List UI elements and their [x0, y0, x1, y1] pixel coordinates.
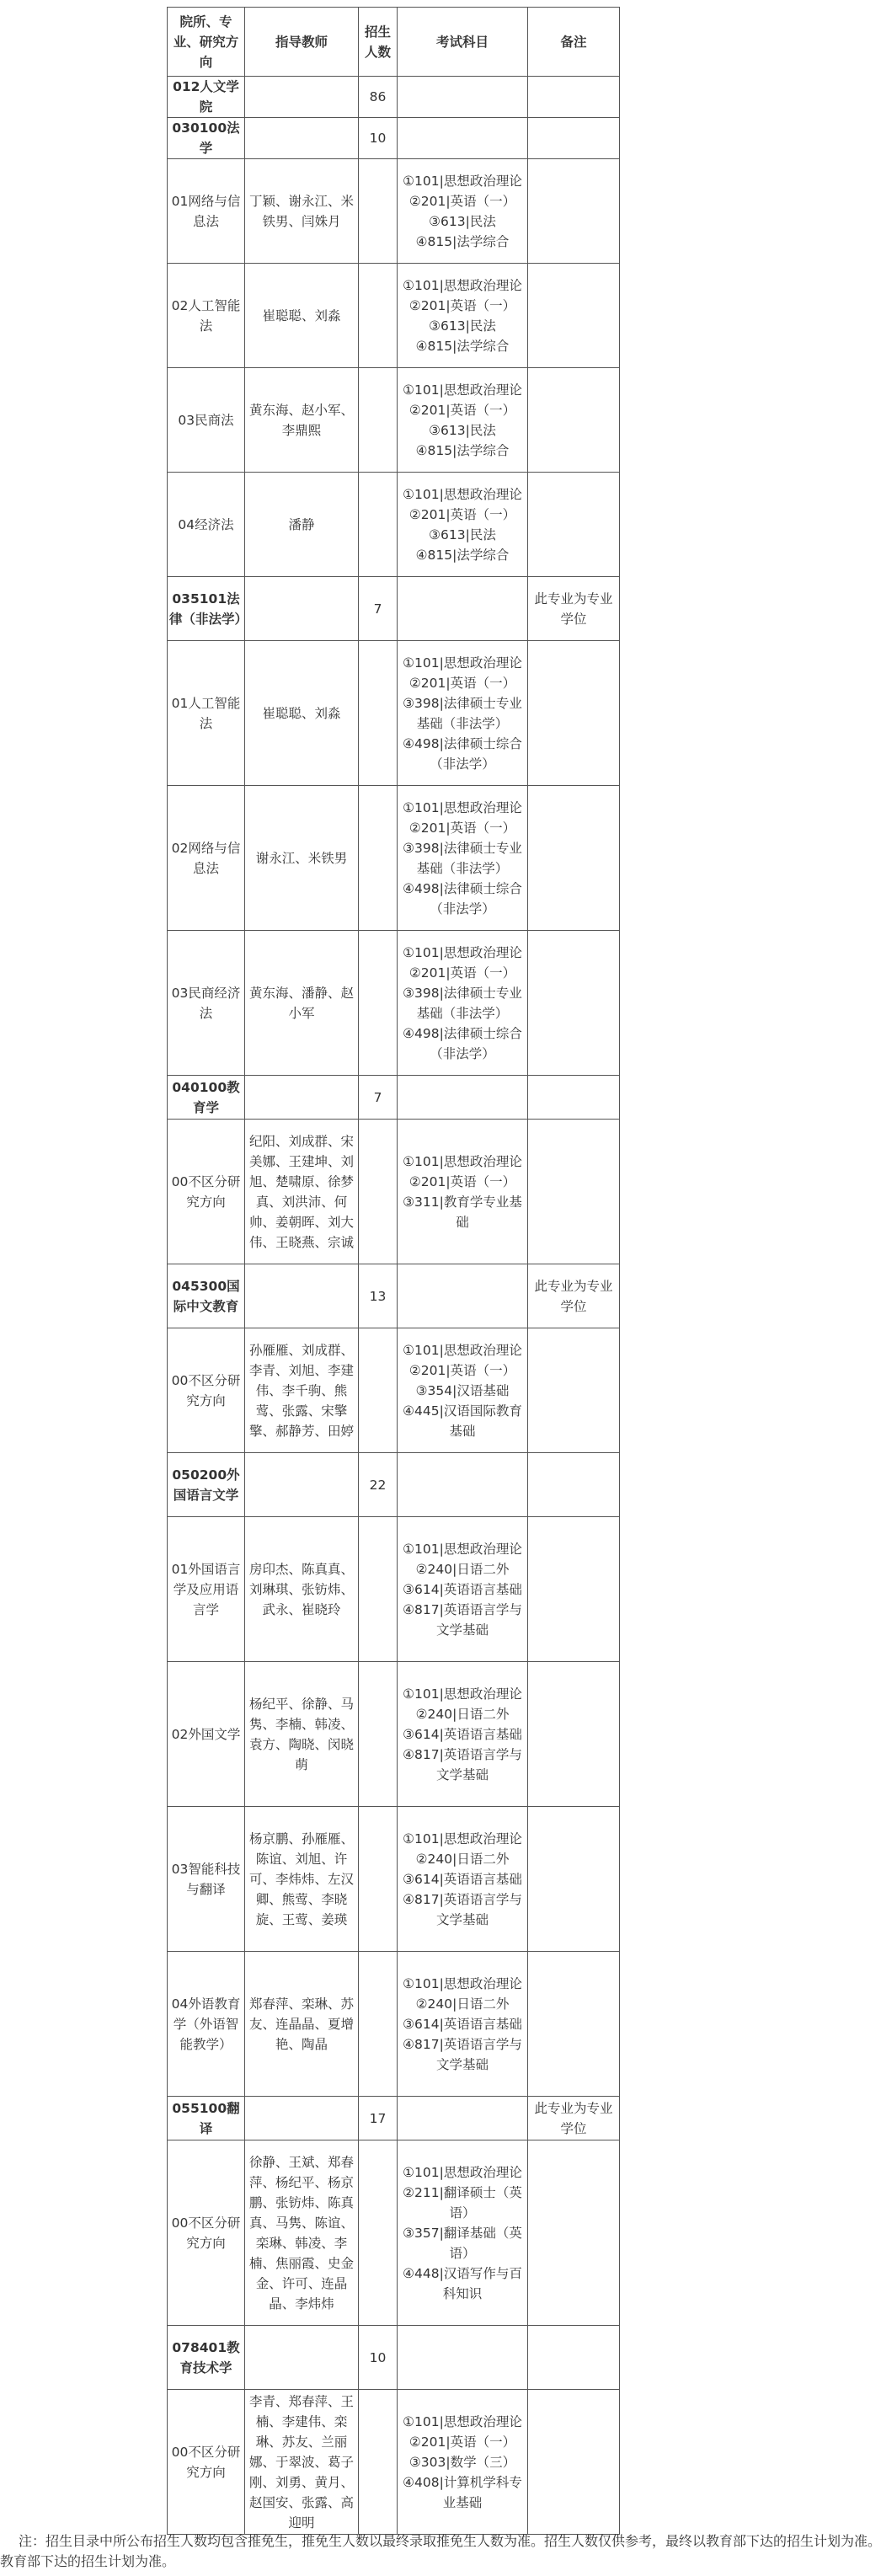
subjects-cell [398, 2390, 528, 2535]
exam-subject: ②201|英语（一） [408, 2434, 516, 2450]
exam-subject: ①101|思想政治理论 [403, 382, 522, 398]
exam-subject: ②201|英语（一） [408, 1362, 516, 1378]
exam-subject: ④445|汉语国际教育基础 [403, 1403, 522, 1439]
major-row [168, 1264, 620, 1328]
exam-subject: ①101|思想政治理论 [403, 1342, 522, 1358]
count-cell: 13 [359, 1264, 398, 1328]
teachers-cell [245, 2326, 359, 2390]
subjects-cell [398, 118, 528, 159]
exam-subject: ④815|法学综合 [415, 233, 510, 249]
major-row [168, 1076, 620, 1120]
header-count: 招生人数 [359, 8, 398, 77]
count-cell: 86 [359, 77, 398, 118]
exam-subject: ④498|法律硕士综合（非法学） [403, 1025, 522, 1061]
exam-subject: ①101|思想政治理论 [403, 1975, 522, 1991]
teachers-cell [245, 118, 359, 159]
teachers-cell [245, 1453, 359, 1517]
direction-row [168, 2390, 620, 2535]
teachers-cell: 杨纪平、徐静、马隽、李楠、韩凌、袁方、陶晓、闵晓萌 [245, 1662, 359, 1807]
subjects-cell [398, 2326, 528, 2390]
major-name-cell: 045300国际中文教育 [168, 1264, 245, 1328]
subjects-cell [398, 264, 528, 368]
major-row [168, 2326, 620, 2390]
teachers-cell [245, 577, 359, 641]
subjects-cell [398, 368, 528, 473]
remark-cell [528, 1952, 620, 2097]
count-cell [359, 368, 398, 473]
major-name-cell: 03民商法 [168, 368, 245, 473]
exam-subject: ②201|英语（一） [408, 506, 516, 522]
exam-subject: ③354|汉语基础 [415, 1382, 510, 1398]
table-body [168, 77, 620, 2535]
major-name-cell: 03智能科技与翻译 [168, 1807, 245, 1952]
major-name-cell: 01人工智能法 [168, 641, 245, 786]
direction-row [168, 264, 620, 368]
count-cell: 7 [359, 577, 398, 641]
exam-subject: ①101|思想政治理论 [403, 173, 522, 189]
remark-cell [528, 264, 620, 368]
count-cell [359, 641, 398, 786]
teachers-cell: 杨京鹏、孙雁雁、陈谊、刘旭、许可、李炜炜、左汉卿、熊莺、李晓旋、王莺、姜瑛 [245, 1807, 359, 1952]
exam-subject: ④815|法学综合 [415, 547, 510, 563]
teachers-cell [245, 77, 359, 118]
subjects-cell [398, 1264, 528, 1328]
teachers-cell: 郑春萍、栾琳、苏友、连晶晶、夏增艳、陶晶 [245, 1952, 359, 2097]
exam-subject: ②201|英语（一） [408, 1173, 516, 1189]
remark-cell [528, 1807, 620, 1952]
remark-cell [528, 1076, 620, 1120]
count-cell [359, 1662, 398, 1807]
exam-subject: ③614|英语语言基础 [403, 1726, 522, 1742]
subjects-cell [398, 1952, 528, 2097]
exam-subject: ③398|法律硕士专业基础（非法学） [403, 695, 522, 731]
exam-subject: ③398|法律硕士专业基础（非法学） [403, 985, 522, 1021]
header-teachers: 指导教师 [245, 8, 359, 77]
direction-row [168, 641, 620, 786]
teachers-cell: 房印杰、陈真真、刘琳琪、张钫炜、武永、崔晓玲 [245, 1517, 359, 1662]
count-cell [359, 2140, 398, 2326]
remark-cell [528, 641, 620, 786]
major-name-cell: 02人工智能法 [168, 264, 245, 368]
remark-cell [528, 1120, 620, 1264]
major-name-cell: 04外语教育学（外语智能教学） [168, 1952, 245, 2097]
direction-row [168, 368, 620, 473]
remark-cell [528, 931, 620, 1076]
exam-subject: ④448|汉语写作与百科知识 [403, 2265, 522, 2301]
count-cell [359, 1952, 398, 2097]
teachers-cell: 黄东海、赵小军、李鼎熙 [245, 368, 359, 473]
major-name-cell: 00不区分研究方向 [168, 1328, 245, 1453]
exam-subject: ④817|英语语言学与文学基础 [403, 2036, 522, 2072]
header-subjects: 考试科目 [398, 8, 528, 77]
exam-subject: ③613|民法 [429, 526, 496, 542]
major-name-cell: 04经济法 [168, 473, 245, 577]
teachers-cell: 崔聪聪、刘淼 [245, 264, 359, 368]
direction-row [168, 473, 620, 577]
major-name-cell: 035101法律（非法学） [168, 577, 245, 641]
exam-subject: ①101|思想政治理论 [403, 2164, 522, 2180]
header-major: 院所、专业、研究方向 [168, 8, 245, 77]
major-name-cell: 01外国语言学及应用语言学 [168, 1517, 245, 1662]
direction-row [168, 786, 620, 931]
remark-cell [528, 2390, 620, 2535]
count-cell [359, 473, 398, 577]
subjects-cell [398, 1807, 528, 1952]
subjects-cell [398, 77, 528, 118]
major-row [168, 77, 620, 118]
major-name-cell: 01网络与信息法 [168, 159, 245, 264]
direction-row [168, 1517, 620, 1662]
exam-subject: ④817|英语语言学与文学基础 [403, 1601, 522, 1638]
teachers-cell: 崔聪聪、刘淼 [245, 641, 359, 786]
subjects-cell [398, 1662, 528, 1807]
major-name-cell: 040100教育学 [168, 1076, 245, 1120]
major-name-cell: 078401教育技术学 [168, 2326, 245, 2390]
exam-subject: ④817|英语语言学与文学基础 [403, 1746, 522, 1782]
count-cell [359, 1517, 398, 1662]
direction-row [168, 931, 620, 1076]
exam-subject: ①101|思想政治理论 [403, 1541, 522, 1557]
remark-cell [528, 786, 620, 931]
count-cell [359, 931, 398, 1076]
remark-cell: 此专业为专业学位 [528, 2097, 620, 2140]
remark-cell: 此专业为专业学位 [528, 577, 620, 641]
exam-subject: ①101|思想政治理论 [403, 277, 522, 293]
teachers-cell: 谢永江、米铁男 [245, 786, 359, 931]
teachers-cell [245, 1264, 359, 1328]
major-name-cell: 050200外国语言文学 [168, 1453, 245, 1517]
teachers-cell: 黄东海、潘静、赵小军 [245, 931, 359, 1076]
direction-row [168, 1662, 620, 1807]
exam-subject: ①101|思想政治理论 [403, 486, 522, 502]
direction-row [168, 1952, 620, 2097]
major-name-cell: 030100法学 [168, 118, 245, 159]
exam-subject: ②201|英语（一） [408, 965, 516, 981]
exam-subject: ③613|民法 [429, 422, 496, 438]
subjects-cell [398, 786, 528, 931]
exam-subject: ①101|思想政治理论 [403, 944, 522, 960]
major-name-cell: 012人文学院 [168, 77, 245, 118]
subjects-cell [398, 1120, 528, 1264]
major-row [168, 2097, 620, 2140]
major-name-cell: 00不区分研究方向 [168, 2140, 245, 2326]
remark-cell [528, 2326, 620, 2390]
direction-row [168, 159, 620, 264]
count-cell [359, 786, 398, 931]
exam-subject: ③614|英语语言基础 [403, 2016, 522, 2032]
exam-subject: ①101|思想政治理论 [403, 1830, 522, 1846]
count-cell: 22 [359, 1453, 398, 1517]
header-remark: 备注 [528, 8, 620, 77]
exam-subject: ②201|英语（一） [408, 193, 516, 209]
count-cell [359, 1807, 398, 1952]
major-name-cell: 055100翻译 [168, 2097, 245, 2140]
count-cell [359, 1328, 398, 1453]
teachers-cell: 潘静 [245, 473, 359, 577]
exam-subject: ②211|翻译硕士（英语） [403, 2184, 522, 2221]
exam-subject: ④498|法律硕士综合（非法学） [403, 880, 522, 917]
exam-subject: ②201|英语（一） [408, 297, 516, 313]
exam-subject: ③398|法律硕士专业基础（非法学） [403, 840, 522, 876]
exam-subject: ①101|思想政治理论 [403, 1686, 522, 1702]
exam-subject: ②201|英语（一） [408, 820, 516, 836]
exam-subject: ①101|思想政治理论 [403, 2413, 522, 2429]
remark-cell [528, 77, 620, 118]
exam-subject: ②201|英语（一） [408, 675, 516, 691]
footnote-line-2: 教育部下达的招生计划为准。 [0, 2553, 176, 2569]
exam-subject: ①101|思想政治理论 [403, 655, 522, 671]
exam-subject: ③311|教育学专业基础 [403, 1194, 522, 1230]
direction-row [168, 2140, 620, 2326]
teachers-cell [245, 1076, 359, 1120]
remark-cell [528, 1328, 620, 1453]
count-cell: 17 [359, 2097, 398, 2140]
count-cell [359, 264, 398, 368]
exam-subject: ④408|计算机学科专业基础 [403, 2474, 522, 2510]
major-name-cell: 00不区分研究方向 [168, 1120, 245, 1264]
exam-subject: ②201|英语（一） [408, 402, 516, 418]
subjects-cell [398, 159, 528, 264]
direction-row [168, 1807, 620, 1952]
exam-subject: ③303|数学（三） [408, 2454, 516, 2470]
subjects-cell [398, 473, 528, 577]
subjects-cell [398, 931, 528, 1076]
count-cell: 10 [359, 118, 398, 159]
exam-subject: ③613|民法 [429, 318, 496, 334]
remark-cell [528, 368, 620, 473]
count-cell [359, 2390, 398, 2535]
count-cell: 7 [359, 1076, 398, 1120]
subjects-cell [398, 1076, 528, 1120]
major-name-cell: 03民商经济法 [168, 931, 245, 1076]
footnote [0, 2531, 881, 2572]
subjects-cell [398, 2097, 528, 2140]
footnote-line-1: 注：招生目录中所公布招生人数均包含推免生，推免生人数以最终录取推免生人数为准。招生人数仅供参考，最终以教育部下达的招生计划为准。 [19, 2533, 881, 2549]
count-cell: 10 [359, 2326, 398, 2390]
major-name-cell: 00不区分研究方向 [168, 2390, 245, 2535]
teachers-cell [245, 2097, 359, 2140]
exam-subject: ③614|英语语言基础 [403, 1581, 522, 1597]
subjects-cell [398, 641, 528, 786]
exam-subject: ①101|思想政治理论 [403, 799, 522, 815]
direction-row [168, 1328, 620, 1453]
exam-subject: ③613|民法 [429, 213, 496, 229]
remark-cell [528, 118, 620, 159]
exam-subject: ④815|法学综合 [415, 442, 510, 458]
teachers-cell: 孙雁雁、刘成群、李青、刘旭、李建伟、李千驹、熊莺、张露、宋擎擎、郝静芳、田婷 [245, 1328, 359, 1453]
subjects-cell [398, 577, 528, 641]
remark-cell [528, 473, 620, 577]
remark-cell [528, 1517, 620, 1662]
remark-cell [528, 159, 620, 264]
teachers-cell: 丁颖、谢永江、米铁男、闫姝月 [245, 159, 359, 264]
major-row [168, 577, 620, 641]
subjects-cell [398, 1517, 528, 1662]
remark-cell: 此专业为专业学位 [528, 1264, 620, 1328]
exam-subject: ③357|翻译基础（英语） [403, 2225, 522, 2261]
exam-subject: ②240|日语二外 [415, 1851, 510, 1867]
remark-cell [528, 1662, 620, 1807]
exam-subject: ①101|思想政治理论 [403, 1153, 522, 1169]
admissions-catalog-table [167, 7, 620, 2535]
exam-subject: ③614|英语语言基础 [403, 1871, 522, 1887]
direction-row [168, 1120, 620, 1264]
teachers-cell: 徐静、王斌、郑春萍、杨纪平、杨京鹏、张钫炜、陈真真、马隽、陈谊、栾琳、韩凌、李楠、焦丽霞、史金金、许可、连晶晶、李炜炜 [245, 2140, 359, 2326]
subjects-cell [398, 1328, 528, 1453]
count-cell [359, 159, 398, 264]
subjects-cell [398, 2140, 528, 2326]
exam-subject: ②240|日语二外 [415, 1706, 510, 1722]
exam-subject: ②240|日语二外 [415, 1996, 510, 2012]
exam-subject: ④815|法学综合 [415, 338, 510, 354]
exam-subject: ④817|英语语言学与文学基础 [403, 1891, 522, 1927]
teachers-cell: 李青、郑春萍、王楠、李建伟、栾琳、苏友、兰丽娜、于翠波、葛子刚、刘勇、黄月、赵国安、张露、高迎明 [245, 2390, 359, 2535]
teachers-cell: 纪阳、刘成群、宋美娜、王建坤、刘旭、楚啸原、徐梦真、刘洪沛、何帅、姜朝晖、刘大伟、王晓燕、宗诚 [245, 1120, 359, 1264]
major-name-cell: 02网络与信息法 [168, 786, 245, 931]
remark-cell [528, 1453, 620, 1517]
table-header-row [168, 8, 620, 77]
major-row [168, 1453, 620, 1517]
major-row [168, 118, 620, 159]
remark-cell [528, 2140, 620, 2326]
exam-subject: ②240|日语二外 [415, 1561, 510, 1577]
exam-subject: ④498|法律硕士综合（非法学） [403, 735, 522, 772]
major-name-cell: 02外国文学 [168, 1662, 245, 1807]
count-cell [359, 1120, 398, 1264]
subjects-cell [398, 1453, 528, 1517]
